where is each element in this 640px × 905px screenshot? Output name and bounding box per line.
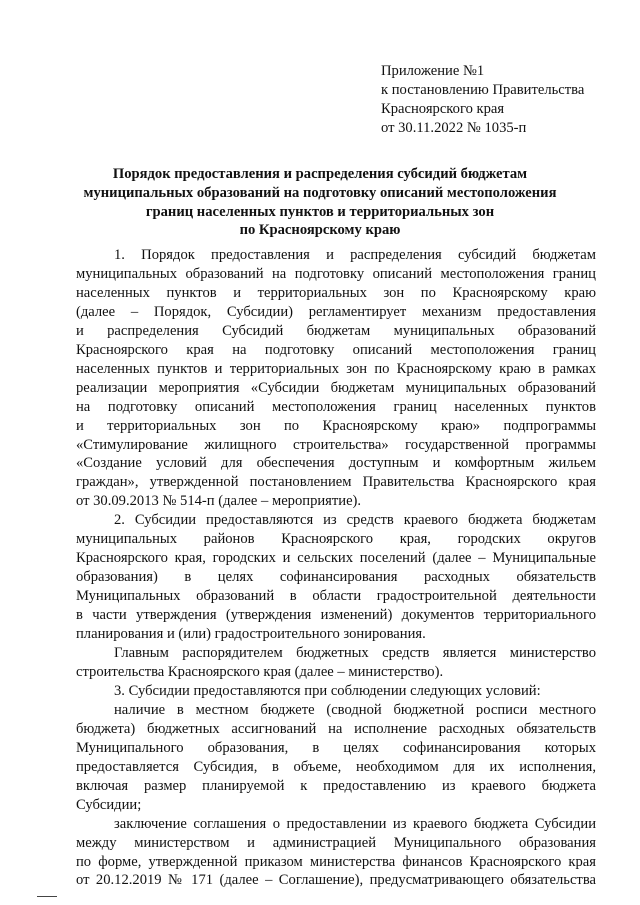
- attachment-block: [381, 62, 621, 138]
- body-line: бюджета) бюджетных ассигнований на исполнение расходных обязательств: [76, 720, 596, 737]
- body-line: и распределения Субсидий бюджетам муниципальных образований: [76, 322, 596, 339]
- body-line: муниципальных районов Красноярского края, городских округов: [76, 531, 596, 548]
- body-line: на подготовку описаний местоположения границ населенных пунктов: [76, 398, 596, 415]
- page-footer-mark: [37, 896, 57, 897]
- title-line: муниципальных образований на подготовку описаний местоположения: [83, 184, 557, 201]
- attachment-line: Красноярского края: [381, 101, 505, 117]
- title-line: Порядок предоставления и распределения субсидий бюджетам: [112, 166, 528, 182]
- body-line: между министерством и администрацией Муниципального образования: [76, 834, 596, 851]
- body-line: населенных пунктов и территориальных зон по Красноярскому краю в рамках: [76, 360, 596, 377]
- body-line: реализации мероприятия «Субсидии бюджетам муниципальных образований: [76, 379, 596, 396]
- body-line: планирования и (или) градостроительного зонирования.: [76, 626, 426, 643]
- body-line: предоставляется Субсидия, в объеме, необходимом для их исполнения,: [76, 758, 596, 775]
- body-line: строительства Красноярского края (далее – министерство).: [76, 663, 444, 680]
- body-line: Красноярского края, городских и сельских поселений (далее – Муниципальные: [76, 550, 596, 567]
- body-line: 2. Субсидии предоставляются из средств краевого бюджета бюджетам: [114, 512, 596, 529]
- body-line: Муниципальных образований в области градостроительной деятельности: [76, 588, 596, 605]
- body-line: (далее – Порядок, Субсидии) регламентирует механизм предоставления: [76, 303, 596, 320]
- title-line: по Красноярскому краю: [239, 222, 401, 239]
- body-line: «Стимулирование жилищного строительства» государственной программы: [76, 436, 596, 453]
- document-title: [60, 165, 580, 240]
- body-line: 1. Порядок предоставления и распределения субсидий бюджетам: [114, 247, 596, 263]
- body-line: 3. Субсидии предоставляются при соблюдении следующих условий:: [114, 682, 541, 699]
- body-line: Красноярского края на подготовку описаний местоположения границ: [76, 341, 596, 358]
- body-line: от 30.09.2013 № 514-п (далее – мероприятие).: [76, 493, 362, 510]
- body-line: образования) в целях софинансирования расходных обязательств: [76, 569, 596, 586]
- body-line: Главным распорядителем бюджетных средств является министерство: [114, 645, 596, 662]
- attachment-line: к постановлению Правительства: [381, 82, 585, 98]
- body-line: от 20.12.2019 № 171 (далее – Соглашение), предусматривающего обязательства: [76, 872, 596, 889]
- body-line: Муниципального образования, в целях софинансирования которых: [76, 739, 596, 756]
- attachment-line: от 30.11.2022 № 1035-п: [381, 120, 527, 136]
- body-line: по форме, утвержденной приказом министерства финансов Красноярского края: [76, 853, 596, 870]
- body-line: включая размер планируемой к предоставлению из краевого бюджета: [76, 777, 596, 794]
- body-line: муниципальных образований на подготовку описаний местоположения границ: [76, 265, 596, 282]
- body-line: в части утверждения (утверждения изменений) документов территориального: [76, 607, 596, 624]
- body-line: граждан», утвержденной постановлением Правительства Красноярского края: [76, 474, 596, 491]
- attachment-line: Приложение №1: [381, 63, 485, 79]
- body-line: наличие в местном бюджете (сводной бюджетной росписи местного: [114, 701, 596, 718]
- body-line: и территориальных зон по Красноярскому краю» подпрограммы: [76, 417, 596, 434]
- body-line: Субсидии;: [76, 796, 142, 813]
- body-line: населенных пунктов и территориальных зон по Красноярскому краю: [76, 284, 596, 301]
- title-line: границ населенных пунктов и территориальных зон: [145, 203, 495, 220]
- body-line: заключение соглашения о предоставлении из краевого бюджета Субсидии: [114, 815, 596, 832]
- body-line: «Создание условий для обеспечения доступным и комфортным жильем: [76, 455, 596, 472]
- document-body: [76, 246, 596, 890]
